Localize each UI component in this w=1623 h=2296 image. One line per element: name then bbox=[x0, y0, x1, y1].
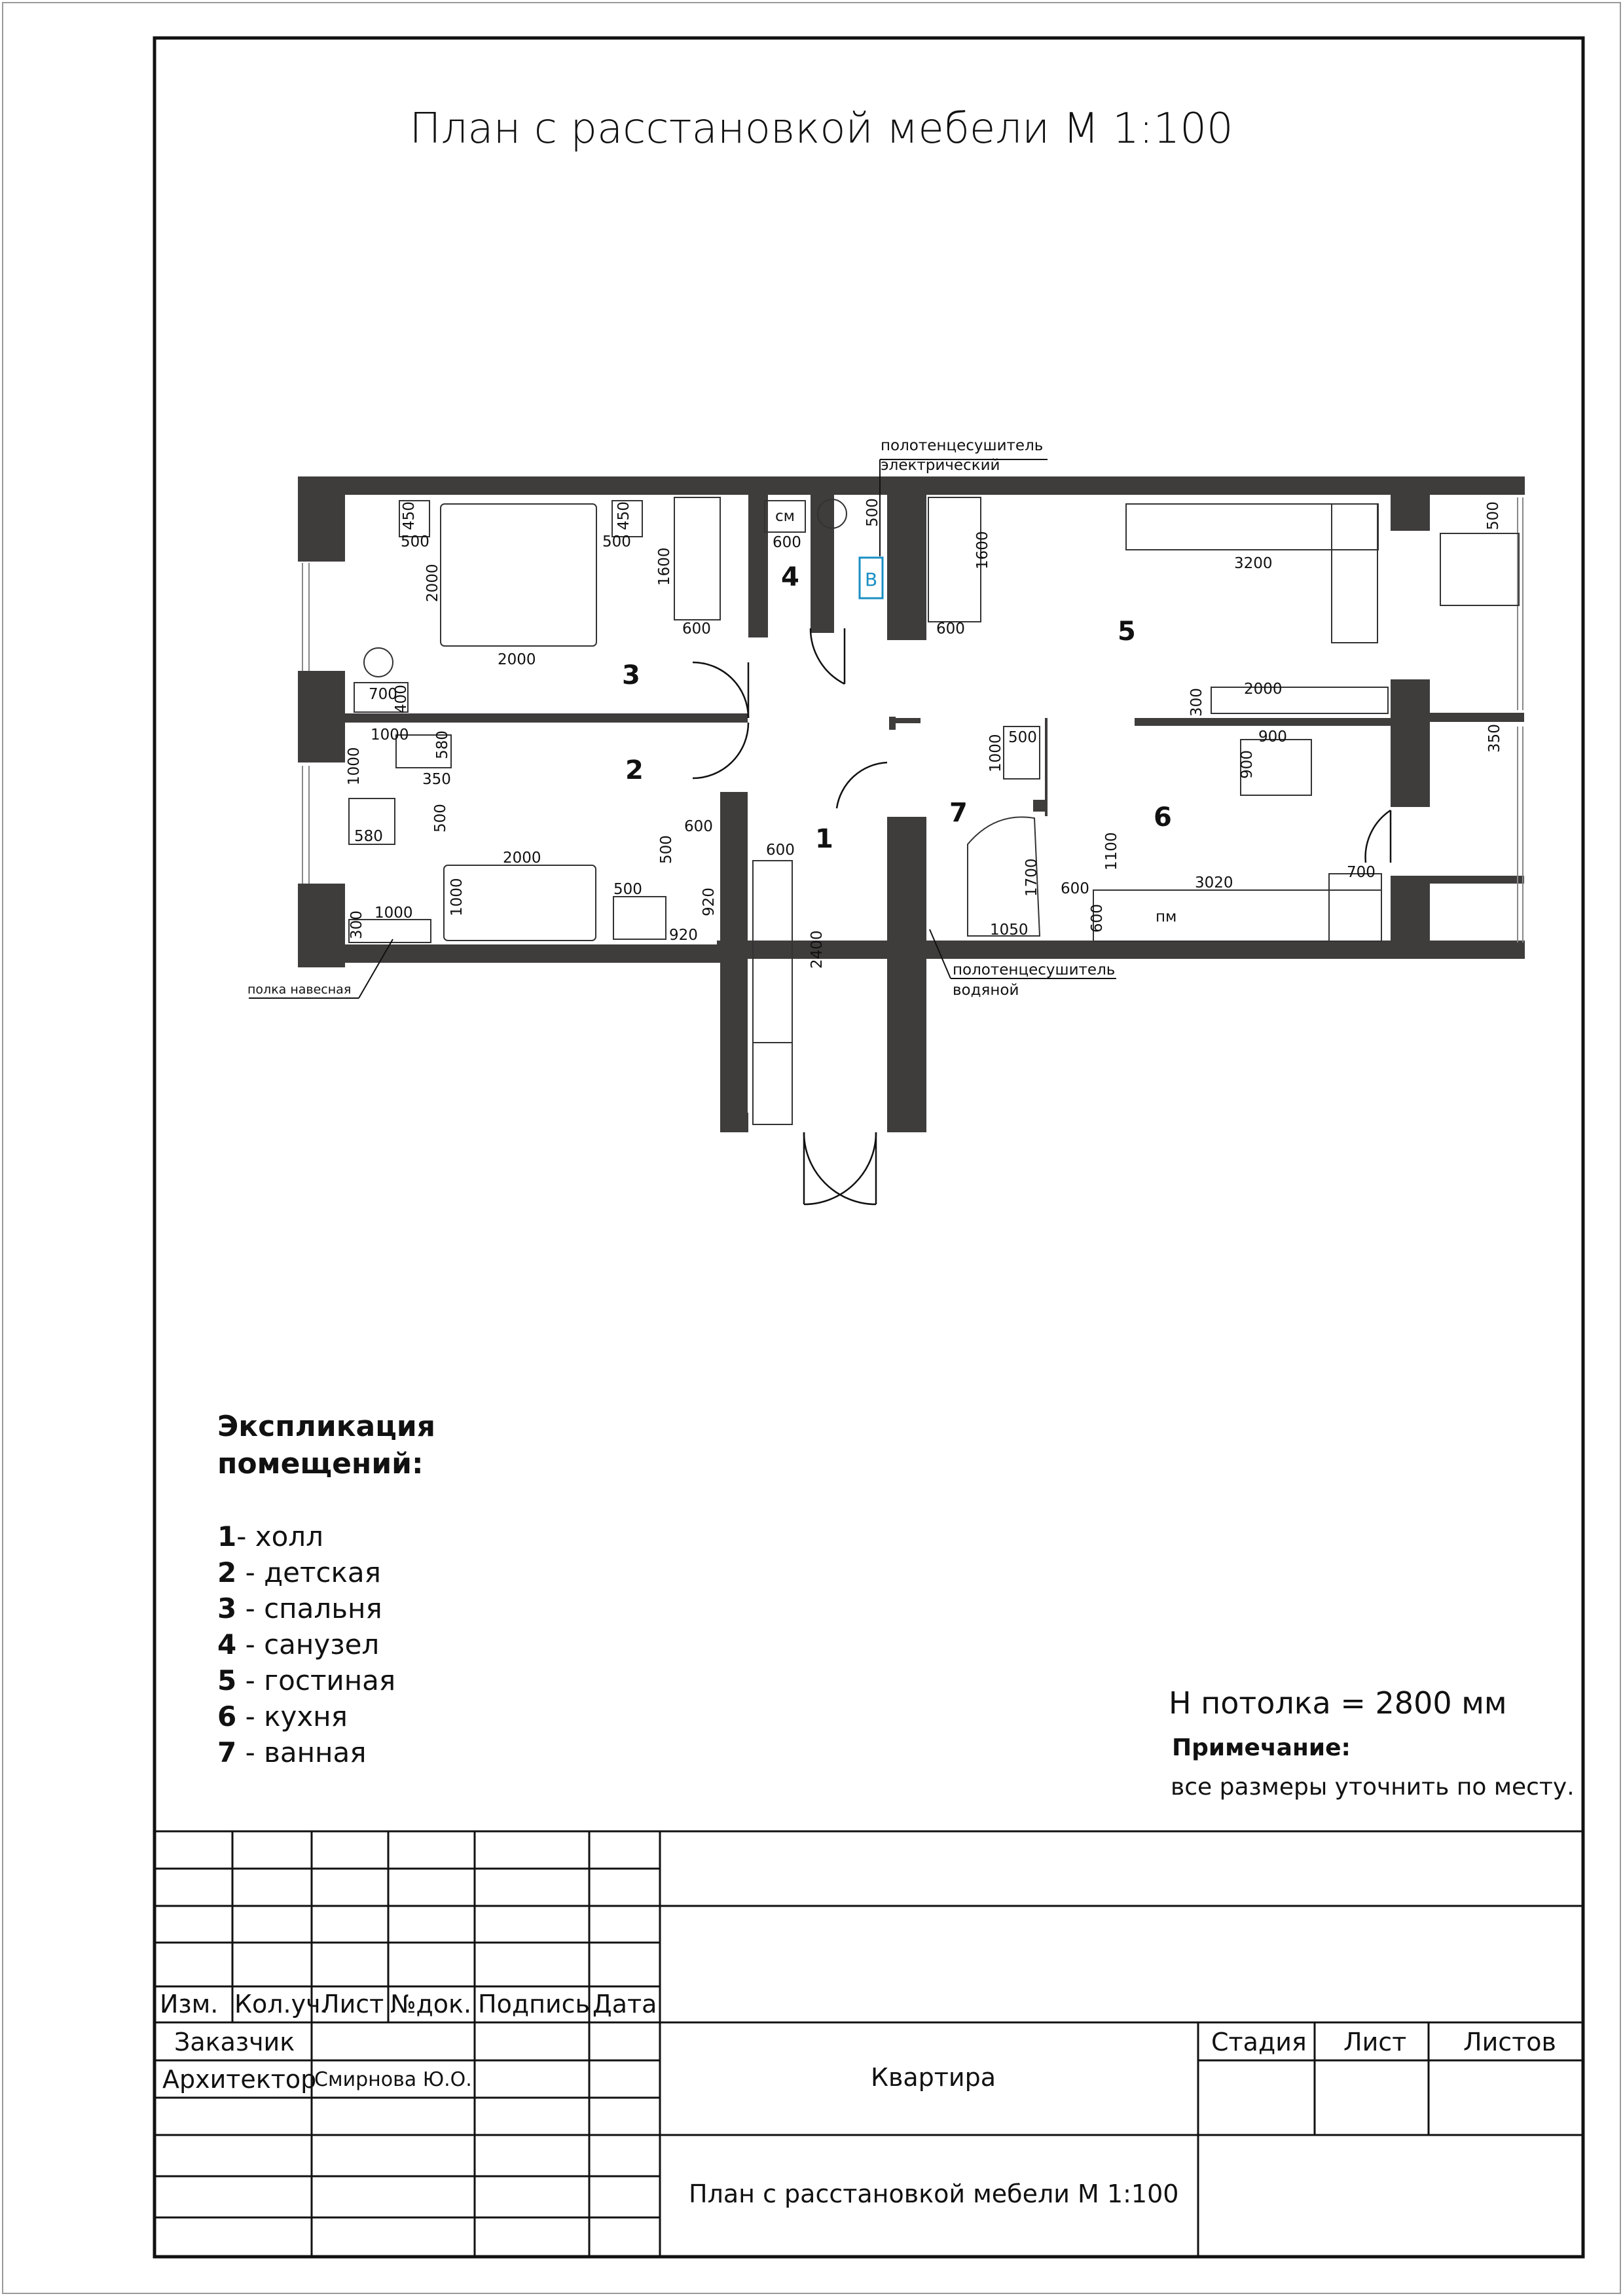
dim-label: 1000 bbox=[346, 747, 363, 785]
tb-header-doc: №док. bbox=[390, 1990, 472, 2018]
explication-heading-2: помещений: bbox=[217, 1447, 424, 1480]
room-number-3: 3 bbox=[622, 660, 640, 691]
dim-label: 1600 bbox=[656, 547, 673, 586]
dim-label: 920 bbox=[669, 927, 698, 944]
dim-label: 600 bbox=[773, 534, 801, 551]
doors bbox=[693, 628, 1391, 1204]
tb-sheets: Листов bbox=[1463, 2028, 1556, 2056]
room-number-4: 4 bbox=[781, 562, 799, 592]
outer-border bbox=[3, 3, 1620, 2293]
dim-label: 500 bbox=[1008, 729, 1037, 746]
dim-label: 2000 bbox=[1244, 681, 1283, 698]
dim-label: 300 bbox=[348, 910, 365, 939]
dim-label: 920 bbox=[701, 888, 718, 916]
tb-stage: Стадия bbox=[1211, 2028, 1307, 2056]
dim-label: 500 bbox=[602, 533, 631, 550]
dim-label: 350 bbox=[422, 771, 451, 788]
dim-label: 500 bbox=[1485, 501, 1502, 530]
dim-label: 2000 bbox=[424, 564, 441, 602]
dim-label: 2400 bbox=[809, 930, 826, 969]
dim-label: 1600 bbox=[974, 531, 991, 569]
dim-label: 600 bbox=[682, 620, 711, 637]
dim-label: 500 bbox=[613, 881, 642, 898]
tb-architect: Архитектор bbox=[162, 2065, 317, 2094]
dim-label: 1700 bbox=[1023, 858, 1040, 897]
dim-label: 500 bbox=[864, 498, 881, 527]
dim-label: 600 bbox=[936, 620, 965, 637]
room-number-2: 2 bbox=[625, 755, 644, 785]
dim-label: 350 bbox=[1486, 724, 1503, 753]
dim-label: 900 bbox=[1258, 728, 1287, 745]
dim-label: 580 bbox=[434, 730, 451, 759]
callout-towel-water: полотенцесушитель bbox=[953, 961, 1116, 978]
tb-customer: Заказчик bbox=[174, 2028, 295, 2056]
callout-towel-electric-2: электрический bbox=[881, 457, 1000, 474]
ceiling-height: Н потолка = 2800 мм bbox=[1169, 1685, 1507, 1721]
tb-header-sign: Подпись bbox=[478, 1990, 590, 2018]
dim-label: 600 bbox=[684, 818, 713, 835]
dim-label: 450 bbox=[401, 501, 418, 530]
explication-item: 7 - ванная bbox=[217, 1736, 367, 1768]
dim-label: см bbox=[775, 508, 795, 525]
dim-label: 600 bbox=[766, 842, 795, 859]
dim-label: 400 bbox=[393, 685, 410, 713]
explication-item: 3 - спальня bbox=[217, 1592, 382, 1624]
dim-label: 500 bbox=[432, 804, 449, 833]
dim-label: 1000 bbox=[374, 905, 413, 922]
boiler-label: В bbox=[865, 569, 878, 590]
tb-header-kol: Кол.уч. bbox=[234, 1990, 329, 2018]
note-label: Примечание: bbox=[1172, 1734, 1351, 1761]
room-number-1: 1 bbox=[815, 824, 833, 854]
explication-item: 4 - санузел bbox=[217, 1628, 380, 1660]
dim-label: 1000 bbox=[448, 878, 465, 916]
explication-item: 2 - детская bbox=[217, 1556, 381, 1588]
dim-label: 500 bbox=[658, 835, 675, 864]
dim-label: 1000 bbox=[371, 726, 409, 744]
inner-frame bbox=[155, 38, 1583, 2257]
dim-label: 500 bbox=[401, 533, 429, 550]
dim-label: 3020 bbox=[1195, 874, 1233, 891]
dim-label: 300 bbox=[1188, 688, 1205, 717]
explication-item: 1- холл bbox=[217, 1520, 323, 1552]
room-number-7: 7 bbox=[949, 798, 968, 828]
drawing-title: План с расстановкой мебели М 1:100 bbox=[409, 105, 1233, 153]
explication-item: 6 - кухня bbox=[217, 1700, 348, 1732]
tb-header-list: Лист bbox=[321, 1990, 384, 2018]
tb-header-izm: Изм. bbox=[160, 1990, 219, 2018]
walls bbox=[298, 476, 1525, 1132]
dim-label: 700 bbox=[369, 686, 397, 703]
dim-label: 700 bbox=[1347, 864, 1376, 881]
dim-label: 580 bbox=[354, 828, 383, 845]
dim-label: 2000 bbox=[498, 651, 536, 668]
explication-heading: Экспликация bbox=[217, 1410, 435, 1443]
dim-label: 450 bbox=[615, 501, 632, 530]
explication-list bbox=[217, 1518, 395, 1770]
room-number-6: 6 bbox=[1154, 802, 1172, 833]
dim-label: 1000 bbox=[987, 734, 1004, 772]
explication-item: 5 - гостиная bbox=[217, 1664, 396, 1696]
furniture bbox=[349, 497, 1519, 1124]
callout-shelf: полка навесная bbox=[247, 982, 352, 997]
dim-label: 1100 bbox=[1103, 832, 1120, 870]
tb-header-date: Дата bbox=[593, 1990, 657, 2018]
dim-label: 600 bbox=[1089, 904, 1106, 933]
dim-label: 3200 bbox=[1234, 555, 1273, 572]
room-number-5: 5 bbox=[1118, 617, 1136, 647]
callout-towel-electric: полотенцесушитель bbox=[881, 437, 1044, 454]
dim-label: 1050 bbox=[990, 922, 1029, 939]
tb-architect-name: Смирнова Ю.О. bbox=[314, 2068, 472, 2091]
dim-label: 900 bbox=[1239, 750, 1256, 779]
tb-sheet: Лист bbox=[1343, 2028, 1407, 2056]
tb-project: Квартира bbox=[871, 2063, 996, 2092]
dim-label: 2000 bbox=[503, 850, 541, 867]
callout-towel-water-2: водяной bbox=[953, 982, 1019, 999]
dim-label: 600 bbox=[1061, 880, 1089, 897]
tb-sheet-title: План с расстановкой мебели М 1:100 bbox=[689, 2179, 1179, 2208]
dim-label: пм bbox=[1156, 908, 1177, 925]
note-text: все размеры уточнить по месту. bbox=[1171, 1774, 1575, 1801]
